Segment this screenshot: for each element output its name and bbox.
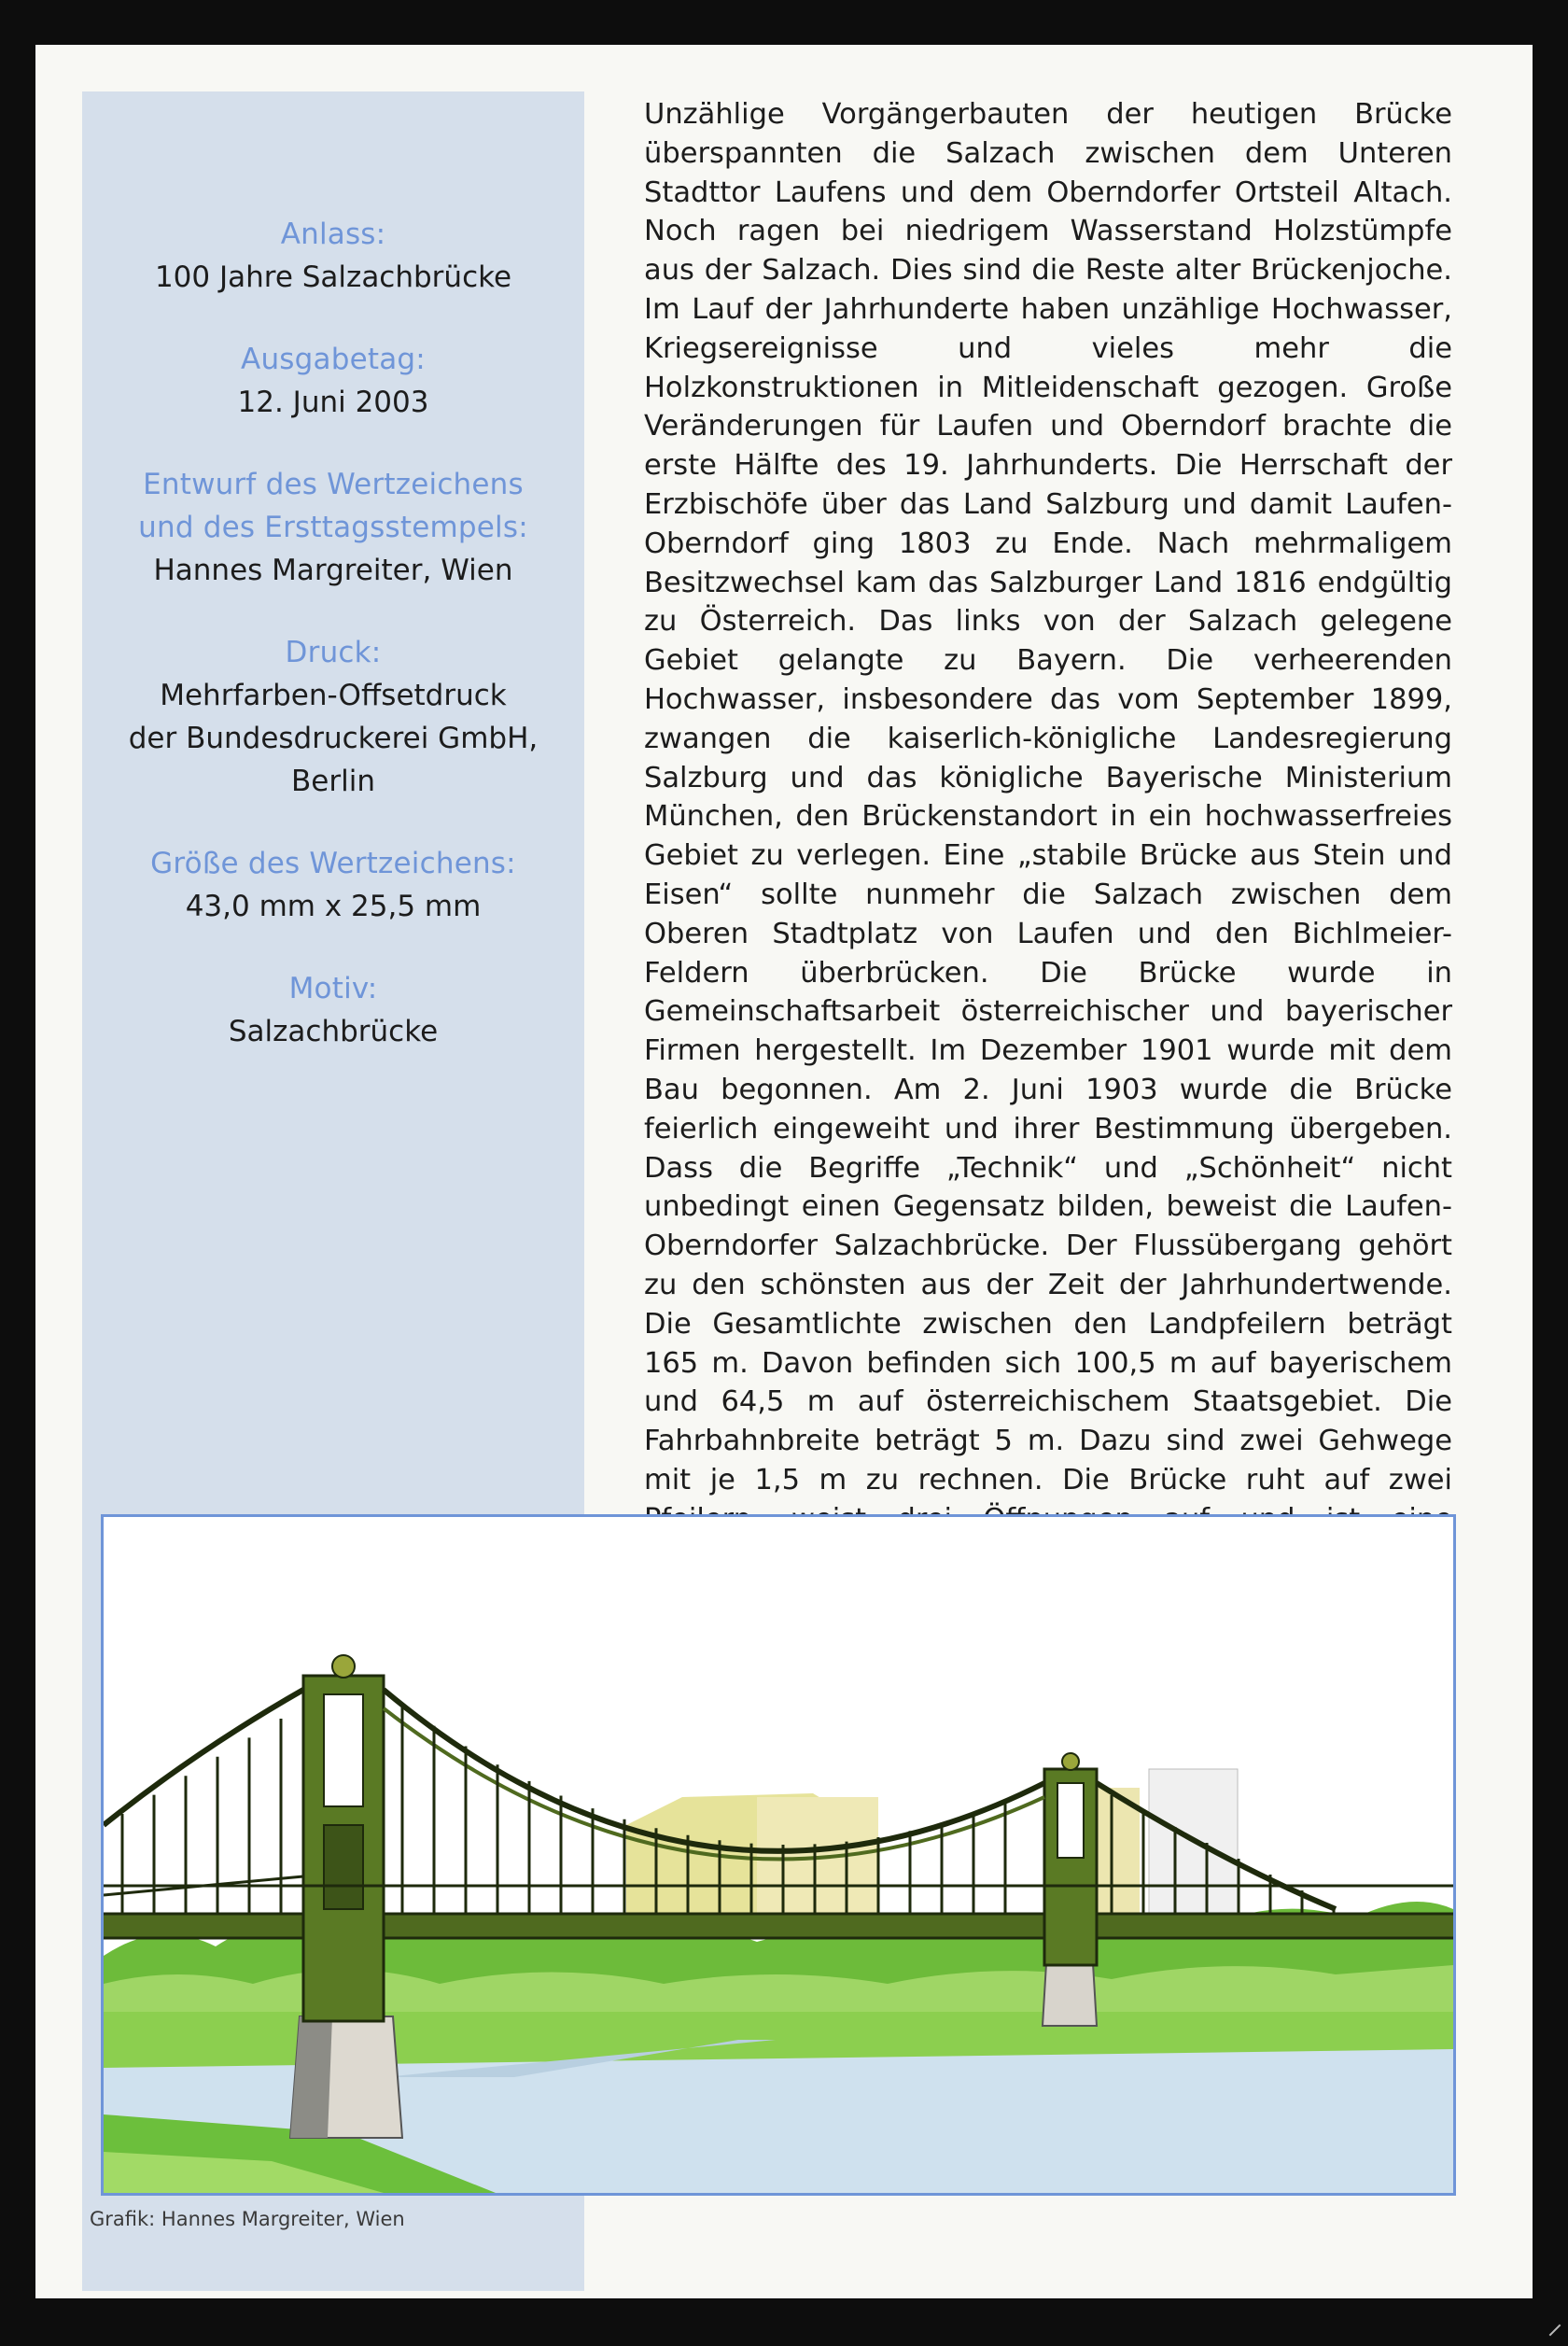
pier-right bbox=[1043, 1963, 1097, 2026]
fact-value: 100 Jahre Salzachbrücke bbox=[154, 260, 512, 294]
corner-mark bbox=[1549, 2325, 1561, 2337]
fact-label: Anlass: bbox=[280, 218, 386, 251]
ornament-left bbox=[332, 1655, 355, 1678]
fact-value: 12. Juni 2003 bbox=[237, 386, 429, 419]
bridge-illustration bbox=[101, 1514, 1456, 2196]
fact-label: Druck: bbox=[285, 636, 382, 669]
ornament-right bbox=[1062, 1753, 1079, 1770]
fact-value: Mehrfarben-Offsetdruck der Bundesdruckerei GmbH, Berlin bbox=[128, 679, 539, 798]
building-right bbox=[1149, 1769, 1238, 1928]
fact-value: Salzachbrücke bbox=[228, 1015, 439, 1048]
fact-label: Entwurf des Wertzeichens und des Ersttagsstempels: bbox=[138, 468, 528, 544]
fact-occasion bbox=[82, 213, 584, 299]
salzach-bridge-drawing bbox=[104, 1517, 1453, 2193]
history-text: Unzählige Vorgängerbauten der heutigen Brücke überspannten die Salzach zwischen dem Unteren Stadttor Laufens und dem Oberndorfer Ortsteil Altach. Noch ragen bei niedrigem Wasserstand Holzstümpfe aus der Salzach. Dies sind die Reste alter Brückenjoche. Im Lauf der Jahrhunderte haben unzählige Hochwasser, Kriegsereignisse und vieles mehr die Holzkonstruktionen in Mitleidenschaft gezogen. Große Veränderungen für Laufen und Oberndorf brachte die erste Hälfte des 19. Jahrhunderts. Die Herrschaft der Erzbischöfe über das Land Salzburg und damit Laufen-Oberndorf ging 1803 zu Ende. Nach mehrmaligem Besitzwechsel kam das Salzburger Land 1816 endgültig zu Österreich. Das links von der Salzach gelegene Gebiet gelangte zu Bayern. Die verheerenden Hochwasser, insbesondere das vom September 1899, zwangen die kaiserlich-königliche Landesregierung Salzburg und das königliche Bayerische Ministerium München, den Brückenstandort in ein hochwasserfreies Gebiet zu verlegen. Eine „stabile Brücke aus Stein und Eisen“ sollte nunmehr die Salzach zwischen dem Oberen Stadtplatz von Laufen und den Bichlmeier-Feldern überbrücken. Die Brücke wurde in Gemeinschaftsarbeit österreichischer und bayerischer Firmen hergestellt. Im Dezember 1901 wurde mit dem Bau begonnen. Am 2. Juni 1903 wurde die Brücke feierlich eingeweiht und ihrer Bestimmung übergeben. Dass die Begriffe „Technik“ und „Schönheit“ nicht unbedingt einen Gegensatz bilden, beweist die Laufen-Oberndorfer Salzachbrücke. Der Flussübergang gehört zu den schönsten aus der Zeit der Jahrhundertwende. Die Gesamtlichte zwischen den Landpfeilern beträgt 165 m. Davon befinden sich 100,5 m auf bayerischem und 64,5 m auf österreichischem Staatsgebiet. Die Fahrbahnbreite beträgt 5 m. Dazu sind zwei Gehwege mit je 1,5 m zu rechnen. Die Brücke ruht auf zwei bbox=[644, 98, 1452, 1496]
fact-label: Größe des Wertzeichens: bbox=[150, 847, 516, 880]
fact-issue-date bbox=[82, 338, 584, 424]
illustration-credit: Grafik: Hannes Margreiter, Wien bbox=[90, 2208, 405, 2230]
fact-value: Hannes Margreiter, Wien bbox=[153, 554, 513, 587]
fact-value: 43,0 mm x 25,5 mm bbox=[185, 890, 482, 923]
fact-size bbox=[82, 842, 584, 928]
fact-motif bbox=[82, 967, 584, 1053]
stamp-facts bbox=[82, 213, 584, 1092]
fact-label: Motiv: bbox=[288, 972, 378, 1005]
building-center bbox=[757, 1797, 878, 1928]
page bbox=[35, 45, 1533, 2298]
fact-design bbox=[82, 463, 584, 592]
fact-print bbox=[82, 631, 584, 803]
fact-label: Ausgabetag: bbox=[241, 343, 426, 376]
